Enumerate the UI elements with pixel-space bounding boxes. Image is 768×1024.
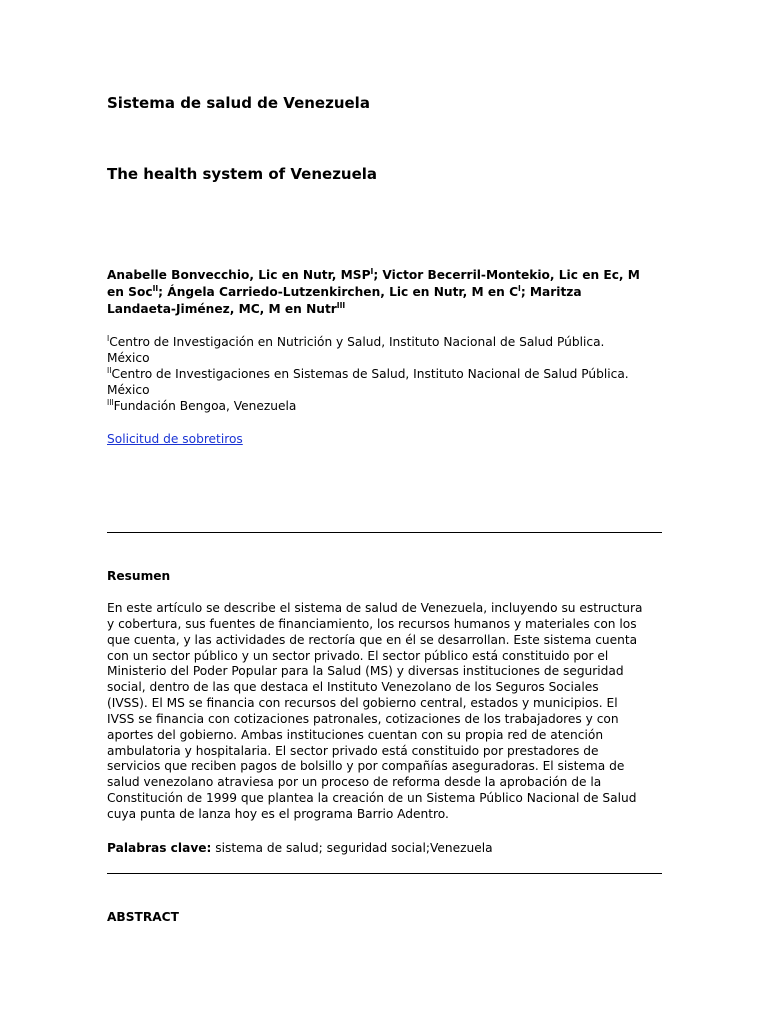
resumen-heading: Resumen [107, 569, 171, 583]
resumen-paragraph [107, 601, 667, 823]
affiliation-marker: II [107, 365, 112, 375]
affiliation-line [107, 334, 667, 350]
affiliation-marker: II [152, 283, 159, 293]
resumen-line: servicios que reciben pagos de bolsillo y por compañías aseguradoras. El sistema de [107, 759, 625, 774]
affiliation-line [107, 366, 667, 382]
resumen-line: con un sector público y un sector privado. El sector público está constituido por el [107, 648, 609, 663]
resumen-line: y cobertura, sus fuentes de financiamiento, los recursos humanos y materiales con los [107, 616, 637, 631]
affiliation-marker: III [336, 300, 346, 310]
affiliation-text: Centro de Investigación en Nutrición y Salud, Instituto Nacional de Salud Pública. [109, 335, 605, 349]
resumen-line: ambulatoria y hospitalaria. El sector privado está constituido por prestadores de [107, 743, 599, 758]
affiliation-country: México [107, 383, 150, 397]
affiliation-marker: I [518, 283, 521, 293]
section-divider [107, 873, 662, 874]
article-title-english: The health system of Venezuela [107, 165, 378, 183]
resumen-line: salud venezolano atraviesa por un proceso de reforma desde la aprobación de la [107, 775, 602, 790]
affiliation-marker: I [370, 266, 374, 276]
author-list [107, 267, 667, 318]
abstract-heading: ABSTRACT [107, 910, 179, 924]
article-title-spanish: Sistema de salud de Venezuela [107, 94, 370, 112]
affiliation-text: Fundación Bengoa, Venezuela [113, 399, 297, 413]
resumen-line: social, dentro de las que destaca el Instituto Venezolano de los Seguros Sociales [107, 680, 599, 695]
resumen-line: En este artículo se describe el sistema de salud de Venezuela, incluyendo su estructura [107, 601, 643, 615]
author-name: ; Ángela Carriedo-Lutzenkirchen, Lic en Nutr, M en C [158, 285, 519, 299]
author-name: Anabelle Bonvecchio, Lic en Nutr, MSP [107, 268, 371, 282]
section-divider [107, 532, 662, 533]
affiliation-line [107, 398, 667, 414]
resumen-line: IVSS se financia con cotizaciones patronales, cotizaciones de los trabajadores y con [107, 711, 619, 726]
author-name: ; Maritza [520, 285, 582, 299]
resumen-line: Ministerio del Poder Popular para la Salud (MS) y diversas instituciones de seguridad [107, 664, 624, 679]
keywords-label: Palabras clave: [107, 841, 212, 855]
resumen-line: Constitución de 1999 que plantea la creación de un Sistema Público Nacional de Salud [107, 791, 637, 806]
resumen-line: que cuenta, y las actividades de rectoría que en él se desarrollan. Este sistema cuenta [107, 632, 638, 647]
affiliation-list [107, 334, 667, 414]
affiliation-marker: I [107, 333, 110, 343]
author-name: ; Victor Becerril-Montekio, Lic en Ec, M [373, 268, 640, 282]
reprint-request-link[interactable]: Solicitud de sobretiros [107, 432, 243, 446]
resumen-line: cuya punta de lanza hoy es el programa Barrio Adentro. [107, 806, 449, 821]
keywords-value: sistema de salud; seguridad social;Venezuela [211, 841, 493, 855]
resumen-line: aportes del gobierno. Ambas instituciones cuentan con su propia red de atención [107, 727, 604, 742]
affiliation-text: Centro de Investigaciones en Sistemas de Salud, Instituto Nacional de Salud Pública. [111, 367, 629, 381]
affiliation-marker: III [107, 397, 114, 407]
author-name: en Soc [107, 285, 153, 299]
affiliation-country: México [107, 351, 150, 365]
keywords [107, 840, 493, 856]
resumen-line: (IVSS). El MS se financia con recursos del gobierno central, estados y municipios. El [107, 696, 618, 711]
author-name: Landaeta-Jiménez, MC, M en Nutr [107, 302, 337, 316]
